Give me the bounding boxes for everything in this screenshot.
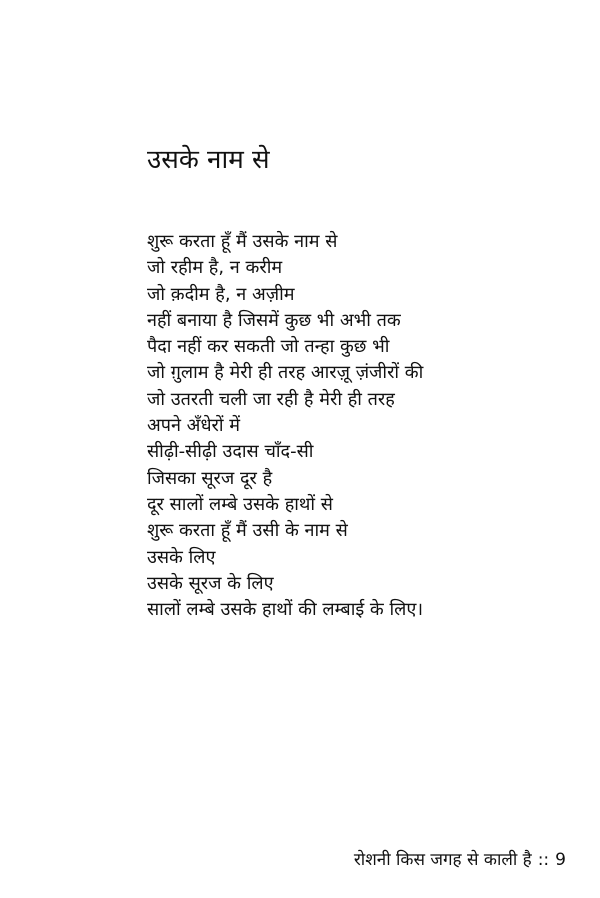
poem-line: शुरू करता हूँ मैं उसी के नाम से [147, 520, 348, 542]
poem-line: उसके लिए [147, 546, 216, 568]
poem-line: जिसका सूरज दूर है [147, 467, 273, 489]
poem-line: सीढ़ी-सीढ़ी उदास चाँद-सी [147, 441, 314, 463]
footer-separator: :: [537, 850, 550, 870]
poem-line: पैदा नहीं कर सकती जो तन्हा कुछ भी [147, 336, 390, 358]
page-footer [354, 848, 566, 872]
running-book-title: रोशनी किस जगह से काली है [353, 850, 532, 870]
poem-line: जो उतरती चली जा रही है मेरी ही तरह [147, 388, 395, 410]
poem-line: सालों लम्बे उसके हाथों की लम्बाई के लिए। [147, 599, 424, 621]
poem-line: अपने अँधेरों में [147, 415, 241, 437]
poem-line: जो ग़ुलाम है मेरी ही तरह आरज़ू ज़ंजीरों की [147, 362, 424, 384]
poem-line: जो रहीम है, न करीम [147, 257, 283, 279]
poem-title: उसके नाम से [147, 145, 270, 175]
poem-line: नहीं बनाया है जिसमें कुछ भी अभी तक [147, 309, 401, 331]
poem-line: उसके सूरज के लिए [147, 572, 274, 594]
poem-line: शुरू करता हूँ मैं उसके नाम से [147, 231, 338, 252]
page-number: 9 [555, 850, 566, 870]
poem-line: जो क़दीम है, न अज़ीम [147, 283, 295, 305]
poem-body [147, 229, 423, 623]
poem-line: दूर सालों लम्बे उसके हाथों से [147, 493, 333, 515]
